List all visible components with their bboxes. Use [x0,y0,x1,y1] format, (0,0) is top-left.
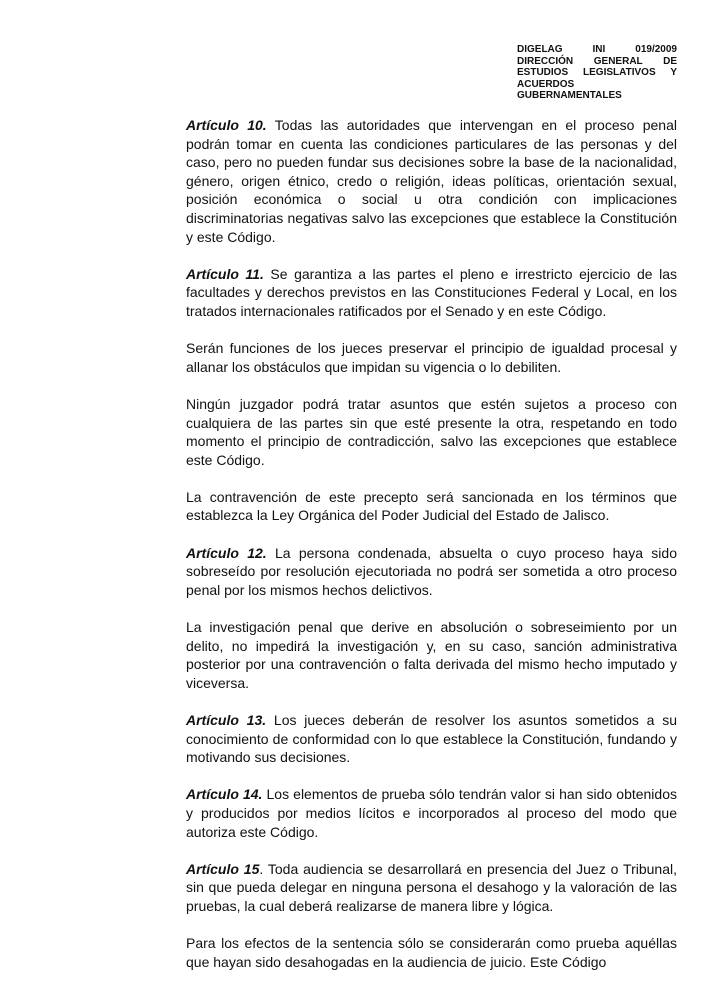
paragraph-text: La investigación penal que derive en absolución o sobreseimiento por un delito, no impedirá la investigación y, en su caso, sanción administrativa posterior por una contravención o falta derivada del mismo hecho imputado y viceversa. [186,619,677,691]
paragraph [186,395,677,469]
paragraph [186,711,677,767]
article-label: Artículo 14. [186,786,263,803]
document-body [186,116,677,990]
header-line: DIRECCIÓN GENERAL DE [517,55,677,67]
paragraph-text: La contravención de este precepto será sancionada en los términos que establezca la Ley Orgánica del Poder Judicial del Estado de Jalisco. [186,488,677,524]
article-label: Artículo 13. [186,712,267,728]
paragraph-text: Los elementos de prueba sólo tendrán valor si han sido obtenidos y producidos por medios lícitos e incorporados al proceso del modo que autoriza este Código. [186,786,677,840]
article-label: Artículo 15 [186,860,260,877]
article-label: Artículo 11. [186,265,264,282]
paragraph [186,339,677,376]
paragraph-text: Ningún juzgador podrá tratar asuntos que estén sujetos a proceso con cualquiera de las partes sin que esté presente la otra, respetando en todo momento el principio de contradicción, salvo las excepciones que establece este Código. [186,395,677,468]
paragraph-text: Los jueces deberán de resolver los asuntos sometidos a su conocimiento de conformidad con lo que establece la Constitución, fundando y motivando sus decisiones. [186,712,677,766]
document-header [517,44,677,102]
paragraph [186,544,677,600]
paragraph-text: Se garantiza a las partes el pleno e irrestricto ejercicio de las facultades y derechos previstos en las Constituciones Federal y Local, en los tratados internacionales ratificados por el Senado y en este Código. [186,265,677,319]
header-line: ESTUDIOS LEGISLATIVOS Y [517,67,677,78]
paragraph [186,934,677,971]
paragraph [186,785,677,841]
header-line: DIGELAG INI 019/2009 [517,44,677,55]
paragraph [186,265,677,321]
paragraph [186,488,677,525]
paragraph-text: Para los efectos de la sentencia sólo se considerarán como prueba aquéllas que hayan sido desahogadas en la audiencia de juicio. Este Código [186,935,677,970]
article-label: Artículo 10. [186,117,267,133]
paragraph [186,116,677,246]
paragraph-text: . Toda audiencia se desarrollará en presencia del Juez o Tribunal, sin que pueda delegar en ninguna persona el desahogo y la valoración de las pruebas, la cual deberá realizarse de manera libre y lógica. [186,860,677,914]
paragraph-text: La persona condenada, absuelta o cuyo proceso haya sido sobreseído por resolución ejecutoriada no podrá ser sometida a otro proceso penal por los mismos hechos delictivos. [186,544,677,598]
paragraph-text: Serán funciones de los jueces preservar el principio de igualdad procesal y allanar los obstáculos que impidan su vigencia o lo debiliten. [186,340,677,375]
paragraph-text: Todas las autoridades que intervengan en el proceso penal podrán tomar en cuenta las condiciones particulares de las personas y del caso, pero no pueden fundar sus decisiones sobre la base de la nacionalidad, género, origen étnico, credo o religión, ideas políticas, orientación sexual, posición económica o social u otra condición con implicaciones discriminatorias negativas salvo las excepciones que establece la Constitución y este Código. [186,117,677,245]
paragraph [186,860,677,916]
paragraph [186,618,677,692]
header-line: ACUERDOS GUBERNAMENTALES [517,78,622,101]
article-label: Artículo 12. [186,544,267,561]
